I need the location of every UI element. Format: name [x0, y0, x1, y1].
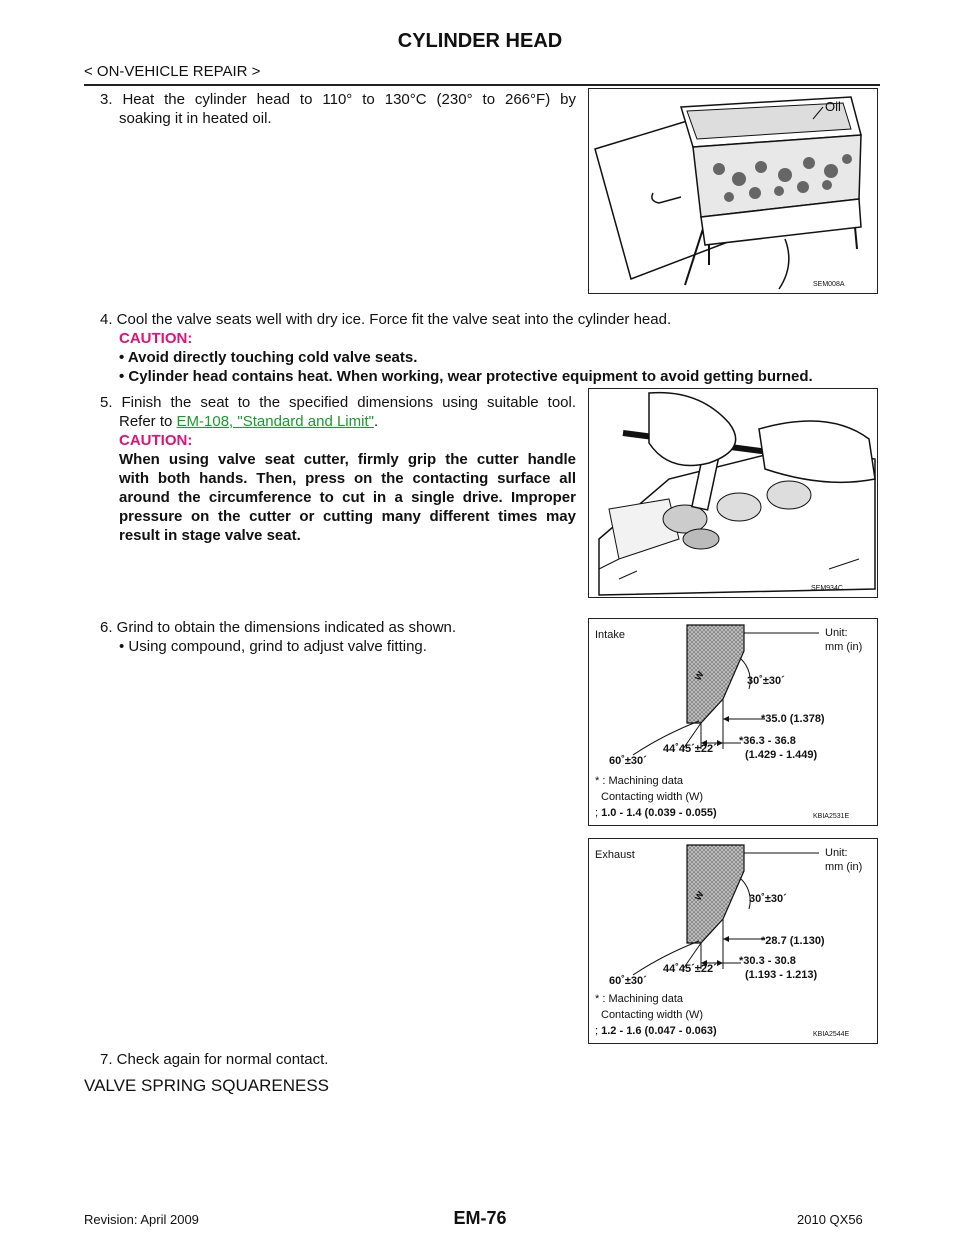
- exhaust-w-mark: W: [692, 889, 706, 903]
- intake-note-range: 1.0 - 1.4 (0.039 - 0.055): [601, 807, 717, 819]
- step-5-line-1: 5. Finish the seat to the specified dimensions using suitable tool.: [100, 394, 576, 411]
- model-year: 2010 QX56: [797, 1212, 863, 1227]
- exhaust-note-values: [595, 1025, 717, 1037]
- page-number: EM-76: [453, 1208, 507, 1228]
- figure-id-oil: SEM008A: [813, 281, 845, 288]
- step-4-caution-item-1: • Avoid directly touching cold valve seats.: [119, 349, 418, 366]
- intake-unit-value: mm (in): [825, 641, 863, 653]
- step-3-line-2: soaking it in heated oil.: [119, 110, 272, 127]
- step-5-caution-label: CAUTION:: [119, 432, 193, 449]
- step-7-text: 7. Check again for normal contact.: [100, 1051, 329, 1068]
- step-4-caution-label: CAUTION:: [119, 330, 193, 347]
- intake-title: Intake: [595, 629, 625, 641]
- exhaust-angle-30: 30˚±30´: [749, 893, 787, 905]
- figure-oil-bath: [588, 88, 878, 294]
- exhaust-angle-60: 60˚±30´: [609, 975, 647, 987]
- exhaust-note-width: Contacting width (W): [601, 1009, 704, 1021]
- revision-date: Revision: April 2009: [84, 1212, 199, 1227]
- step-5-ref-suffix: .: [373, 413, 379, 430]
- intake-angle-30: 30˚±30´: [747, 675, 785, 687]
- step-5-caution-line-2: with both hands. Then, press on the contacting surface all: [119, 470, 576, 487]
- step-5-reference: [119, 412, 378, 431]
- breadcrumb: < ON-VEHICLE REPAIR >: [84, 63, 261, 80]
- step-3-line-1: 3. Heat the cylinder head to 110° to 130°C (230° to 266°F) by: [100, 91, 576, 108]
- exhaust-note-semicolon: ;: [595, 1025, 599, 1037]
- figure-id-intake: KBIA2531E: [813, 813, 850, 820]
- intake-note-semicolon: ;: [595, 807, 599, 819]
- intake-angle-44: 44˚45´±22´: [663, 743, 717, 755]
- page-title: CYLINDER HEAD: [397, 30, 563, 52]
- intake-note-machining: * : Machining data: [595, 775, 684, 787]
- figure-intake-seat-dimensions: [588, 618, 878, 826]
- step-6-text: 6. Grind to obtain the dimensions indicated as shown.: [100, 619, 457, 636]
- exhaust-title: Exhaust: [595, 849, 635, 861]
- exhaust-dim-30: *30.3 - 30.8: [739, 955, 796, 967]
- exhaust-note-machining: * : Machining data: [595, 993, 684, 1005]
- exhaust-dim-30-in: (1.193 - 1.213): [745, 969, 818, 981]
- intake-angle-60: 60˚±30´: [609, 755, 647, 767]
- valve-seat-cutter-illustration: [589, 389, 877, 597]
- section-heading: VALVE SPRING SQUARENESS: [84, 1076, 329, 1095]
- exhaust-angle-44: 44˚45´±22´: [663, 963, 717, 975]
- header-rule: [84, 84, 880, 86]
- intake-note-values: [595, 807, 717, 819]
- step-5-ref-prefix: Refer to: [119, 413, 177, 430]
- exhaust-note-range: 1.2 - 1.6 (0.047 - 0.063): [601, 1025, 717, 1037]
- figure-id-exhaust: KBIA2544E: [813, 1031, 850, 1038]
- intake-dim-36: *36.3 - 36.8: [739, 735, 796, 747]
- figure-exhaust-seat-dimensions: [588, 838, 878, 1044]
- step-4-text: 4. Cool the valve seats well with dry ice. Force fit the valve seat into the cylinder head.: [100, 311, 672, 328]
- oil-bath-illustration: [589, 89, 877, 293]
- intake-unit-label: Unit:: [825, 627, 848, 639]
- step-5-caution-line-4: pressure on the cutter or cutting many different times may: [119, 508, 576, 525]
- oil-label: Oil: [825, 99, 841, 114]
- standard-and-limit-link[interactable]: EM-108, "Standard and Limit": [176, 413, 374, 430]
- exhaust-unit-label: Unit:: [825, 847, 848, 859]
- exhaust-dim-28: *28.7 (1.130): [761, 935, 825, 947]
- intake-note-width: Contacting width (W): [601, 791, 704, 803]
- step-5-caution-line-5: result in stage valve seat.: [119, 527, 301, 544]
- figure-id-cutter: SEM934C: [811, 585, 843, 592]
- step-4-caution-item-2: • Cylinder head contains heat. When working, wear protective equipment to avoid getting burned.: [119, 368, 813, 385]
- step-6-bullet-1: • Using compound, grind to adjust valve fitting.: [119, 638, 427, 655]
- step-5-caution-line-1: When using valve seat cutter, firmly grip the cutter handle: [119, 451, 576, 468]
- exhaust-unit-value: mm (in): [825, 861, 863, 873]
- intake-dim-35: *35.0 (1.378): [761, 713, 825, 725]
- step-5-caution-line-3: around the circumference to cut in a single drive. Improper: [119, 489, 576, 506]
- intake-w-mark: W: [692, 669, 706, 683]
- intake-dim-36-in: (1.429 - 1.449): [745, 749, 818, 761]
- figure-valve-seat-cutter: [588, 388, 878, 598]
